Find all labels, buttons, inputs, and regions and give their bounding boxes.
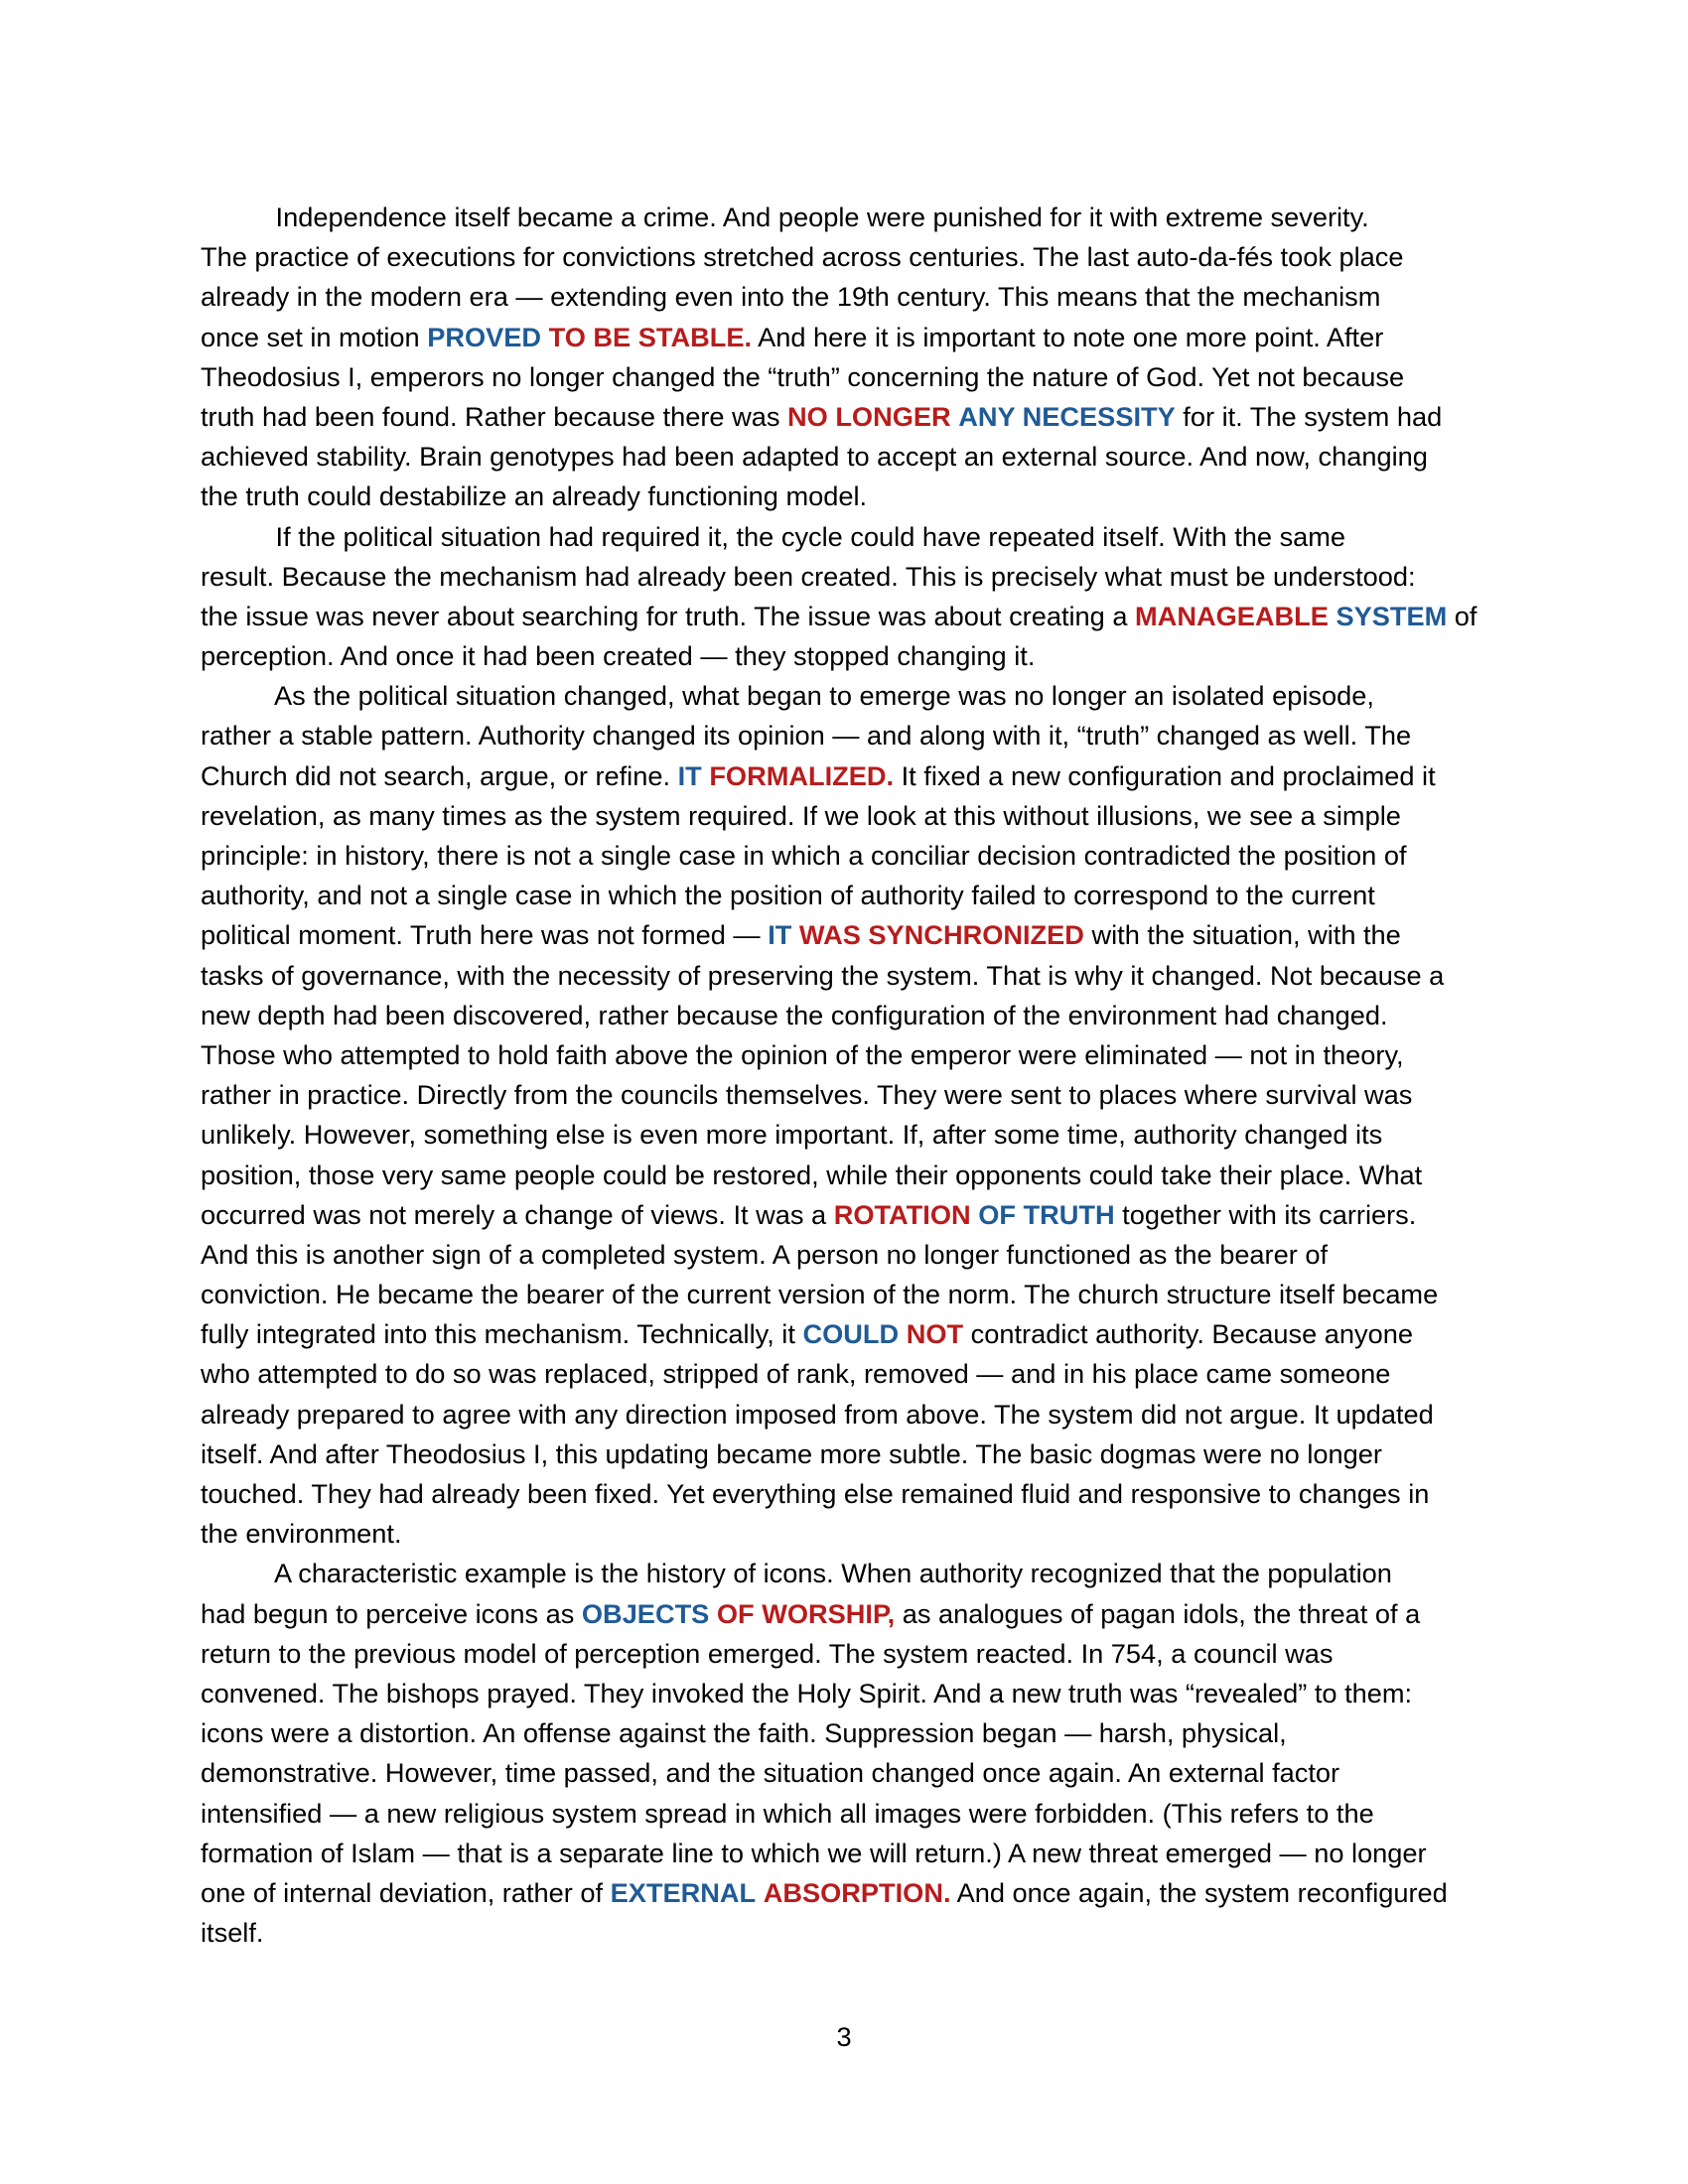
- text-run: the truth could destabilize an already functioning model.: [201, 480, 868, 512]
- text-run: If the political situation had required it, the cycle could have repeated itself. With the same: [201, 520, 1346, 552]
- text-line: [201, 756, 1493, 796]
- text-line: [201, 357, 1493, 397]
- text-run: And once again, the system reconfigured: [950, 1876, 1448, 1908]
- text-line: [201, 876, 1493, 915]
- text-run: had begun to perceive icons as: [201, 1597, 582, 1629]
- text-run: of: [1447, 600, 1477, 631]
- text-line: [201, 1314, 1493, 1354]
- text-line: [201, 517, 1493, 557]
- text-line: [201, 1434, 1493, 1474]
- text-run: truth had been found. Rather because there was: [201, 400, 787, 432]
- text-run: tasks of governance, with the necessity of preserving the system. That is why it changed. Not because a: [201, 959, 1445, 991]
- text-line: [201, 198, 1493, 237]
- text-line: [201, 1834, 1493, 1873]
- text-run: [756, 1877, 764, 1908]
- text-run: A characteristic example is the history of icons. When authority recognized that the population: [201, 1558, 1392, 1589]
- text-line: [201, 1195, 1493, 1235]
- highlight-red: ABSORPTION.: [763, 1876, 951, 1908]
- highlight-blue: EXTERNAL: [610, 1876, 757, 1908]
- text-line: [201, 996, 1493, 1035]
- text-line: [201, 1873, 1493, 1913]
- text-run: once set in motion: [201, 321, 428, 352]
- text-run: touched. They had already been fixed. Yet everything else remained fluid and responsive to changes in: [201, 1478, 1430, 1509]
- text-line: [201, 1554, 1493, 1593]
- text-run: icons were a distortion. An offense against the faith. Suppression began — harsh, physical,: [201, 1717, 1287, 1749]
- highlight-red: WAS SYNCHRONIZED: [798, 919, 1084, 951]
- highlight-blue: COULD: [802, 1318, 900, 1350]
- highlight-red: NO LONGER: [786, 400, 951, 432]
- text-line: [201, 796, 1493, 836]
- text-run: [791, 919, 799, 950]
- text-line: [201, 1674, 1493, 1713]
- text-line: [201, 1713, 1493, 1753]
- text-run: rather in practice. Directly from the councils themselves. They were sent to places where survival was: [201, 1079, 1413, 1111]
- text-run: one of internal deviation, rather of: [201, 1876, 611, 1908]
- text-line: [201, 237, 1493, 277]
- text-line: [201, 1474, 1493, 1514]
- highlight-red: NOT: [906, 1318, 964, 1350]
- highlight-blue: IT: [768, 919, 792, 951]
- text-line: [201, 1794, 1493, 1834]
- text-run: It fixed a new configuration and proclaimed it: [894, 759, 1436, 791]
- text-line: [201, 477, 1493, 516]
- highlight-red: OF WORSHIP,: [716, 1597, 896, 1629]
- text-line: [201, 636, 1493, 676]
- text-run: with the situation, with the: [1083, 919, 1401, 951]
- text-run: And here it is important to note one more point. After: [752, 321, 1384, 352]
- text-line: [201, 836, 1493, 876]
- text-line: [201, 1634, 1493, 1674]
- text-run: Church did not search, argue, or refine.: [201, 759, 678, 791]
- text-run: intensified — a new religious system spread in which all images were forbidden. (This refers to the: [201, 1797, 1374, 1829]
- text-run: fully integrated into this mechanism. Technically, it: [201, 1318, 803, 1350]
- highlight-red: ROTATION: [833, 1198, 971, 1230]
- text-line: [201, 716, 1493, 755]
- text-run: conviction. He became the bearer of the current version of the norm. The church structure itself became: [201, 1279, 1439, 1310]
- text-run: together with its carriers.: [1114, 1198, 1417, 1230]
- text-run: convened. The bishops prayed. They invoked the Holy Spirit. And a new truth was “revealed” to them:: [201, 1677, 1413, 1708]
- text-run: authority, and not a single case in which the position of authority failed to correspond to the current: [201, 880, 1375, 911]
- text-run: contradict authority. Because anyone: [963, 1318, 1413, 1350]
- text-line: [201, 1753, 1493, 1793]
- text-line: [201, 676, 1493, 716]
- highlight-blue: IT: [677, 759, 702, 791]
- text-line: [201, 1514, 1493, 1554]
- text-run: achieved stability. Brain genotypes had been adapted to accept an external source. And now, changing: [201, 441, 1428, 473]
- text-line: [201, 1354, 1493, 1394]
- text-run: [709, 1598, 717, 1629]
- text-run: unlikely. However, something else is even more important. If, after some time, authority changed its: [201, 1119, 1383, 1151]
- page-number: 3: [836, 2021, 852, 2052]
- text-line: [201, 1035, 1493, 1075]
- text-run: rather a stable pattern. Authority changed its opinion — and along with it, “truth” changed as well. The: [201, 720, 1412, 751]
- text-run: the issue was never about searching for truth. The issue was about creating a: [201, 600, 1136, 631]
- text-line: [201, 1395, 1493, 1434]
- text-run: [899, 1318, 907, 1349]
- text-run: Independence itself became a crime. And people were punished for it with extreme severity.: [201, 202, 1369, 232]
- highlight-blue: OBJECTS: [581, 1597, 710, 1629]
- text-run: position, those very same people could be restored, while their opponents could take their place. What: [201, 1159, 1423, 1190]
- text-line: [201, 437, 1493, 477]
- highlight-blue: SYSTEM: [1336, 600, 1448, 631]
- text-line: [201, 597, 1493, 636]
- text-run: itself. And after Theodosius I, this updating became more subtle. The basic dogmas were no longer: [201, 1437, 1382, 1469]
- text-run: who attempted to do so was replaced, stripped of rank, removed — and in his place came someone: [201, 1358, 1391, 1390]
- text-line: [201, 1156, 1493, 1195]
- text-run: Those who attempted to hold faith above the opinion of the emperor were eliminated — not in theory,: [201, 1038, 1404, 1070]
- text-run: already in the modern era — extending even into the 19th century. This means that the mechanism: [201, 281, 1381, 313]
- text-run: as analogues of pagan idols, the threat of a: [895, 1597, 1421, 1629]
- text-line: [201, 1594, 1493, 1634]
- text-run: the environment.: [201, 1518, 402, 1550]
- highlight-blue: PROVED: [427, 321, 542, 352]
- text-run: return to the previous model of perception emerged. The system reacted. In 754, a council was: [201, 1637, 1334, 1669]
- text-run: revelation, as many times as the system required. If we look at this without illusions, we see a simple: [201, 799, 1401, 831]
- text-run: The practice of executions for convictions stretched across centuries. The last auto-da-fés took place: [201, 241, 1404, 273]
- text-run: And this is another sign of a completed system. A person no longer functioned as the bearer of: [201, 1238, 1329, 1270]
- text-run: occurred was not merely a change of views. It was a: [201, 1198, 834, 1230]
- text-run: principle: in history, there is not a single case in which a conciliar decision contradicted the position of: [201, 840, 1407, 871]
- text-line: [201, 1115, 1493, 1155]
- highlight-red: TO BE STABLE.: [548, 321, 753, 352]
- text-line: [201, 1235, 1493, 1275]
- text-run: formation of Islam — that is a separate line to which we will return.) A new threat emerged — no longer: [201, 1837, 1427, 1868]
- text-line: [201, 915, 1493, 955]
- text-line: [201, 397, 1493, 437]
- text-run: itself.: [201, 1917, 264, 1949]
- text-run: result. Because the mechanism had already been created. This is precisely what must be understood:: [201, 560, 1416, 592]
- highlight-blue: ANY NECESSITY: [958, 400, 1176, 432]
- text-run: perception. And once it had been created — they stopped changing it.: [201, 640, 1036, 672]
- text-run: demonstrative. However, time passed, and the situation changed once again. An external factor: [201, 1757, 1340, 1789]
- text-line: [201, 1275, 1493, 1314]
- body-text: [201, 198, 1493, 1953]
- text-line: [201, 956, 1493, 996]
- text-line: [201, 277, 1493, 317]
- text-run: new depth had been discovered, rather because the configuration of the environment had changed.: [201, 999, 1388, 1030]
- text-line: [201, 318, 1493, 357]
- text-run: As the political situation changed, what began to emerge was no longer an isolated episode,: [201, 680, 1374, 712]
- text-run: [541, 322, 549, 352]
- text-line: [201, 1913, 1493, 1953]
- text-line: [201, 557, 1493, 597]
- text-run: Theodosius I, emperors no longer changed the “truth” concerning the nature of God. Yet not because: [201, 360, 1405, 392]
- text-line: [201, 1075, 1493, 1115]
- highlight-blue: OF TRUTH: [978, 1198, 1115, 1230]
- highlight-red: FORMALIZED.: [709, 759, 895, 791]
- text-run: political moment. Truth here was not formed —: [201, 919, 769, 951]
- highlight-red: MANAGEABLE: [1135, 600, 1329, 631]
- text-run: for it. The system had: [1175, 400, 1443, 432]
- text-run: already prepared to agree with any direction imposed from above. The system did not argue. It updated: [201, 1398, 1434, 1430]
